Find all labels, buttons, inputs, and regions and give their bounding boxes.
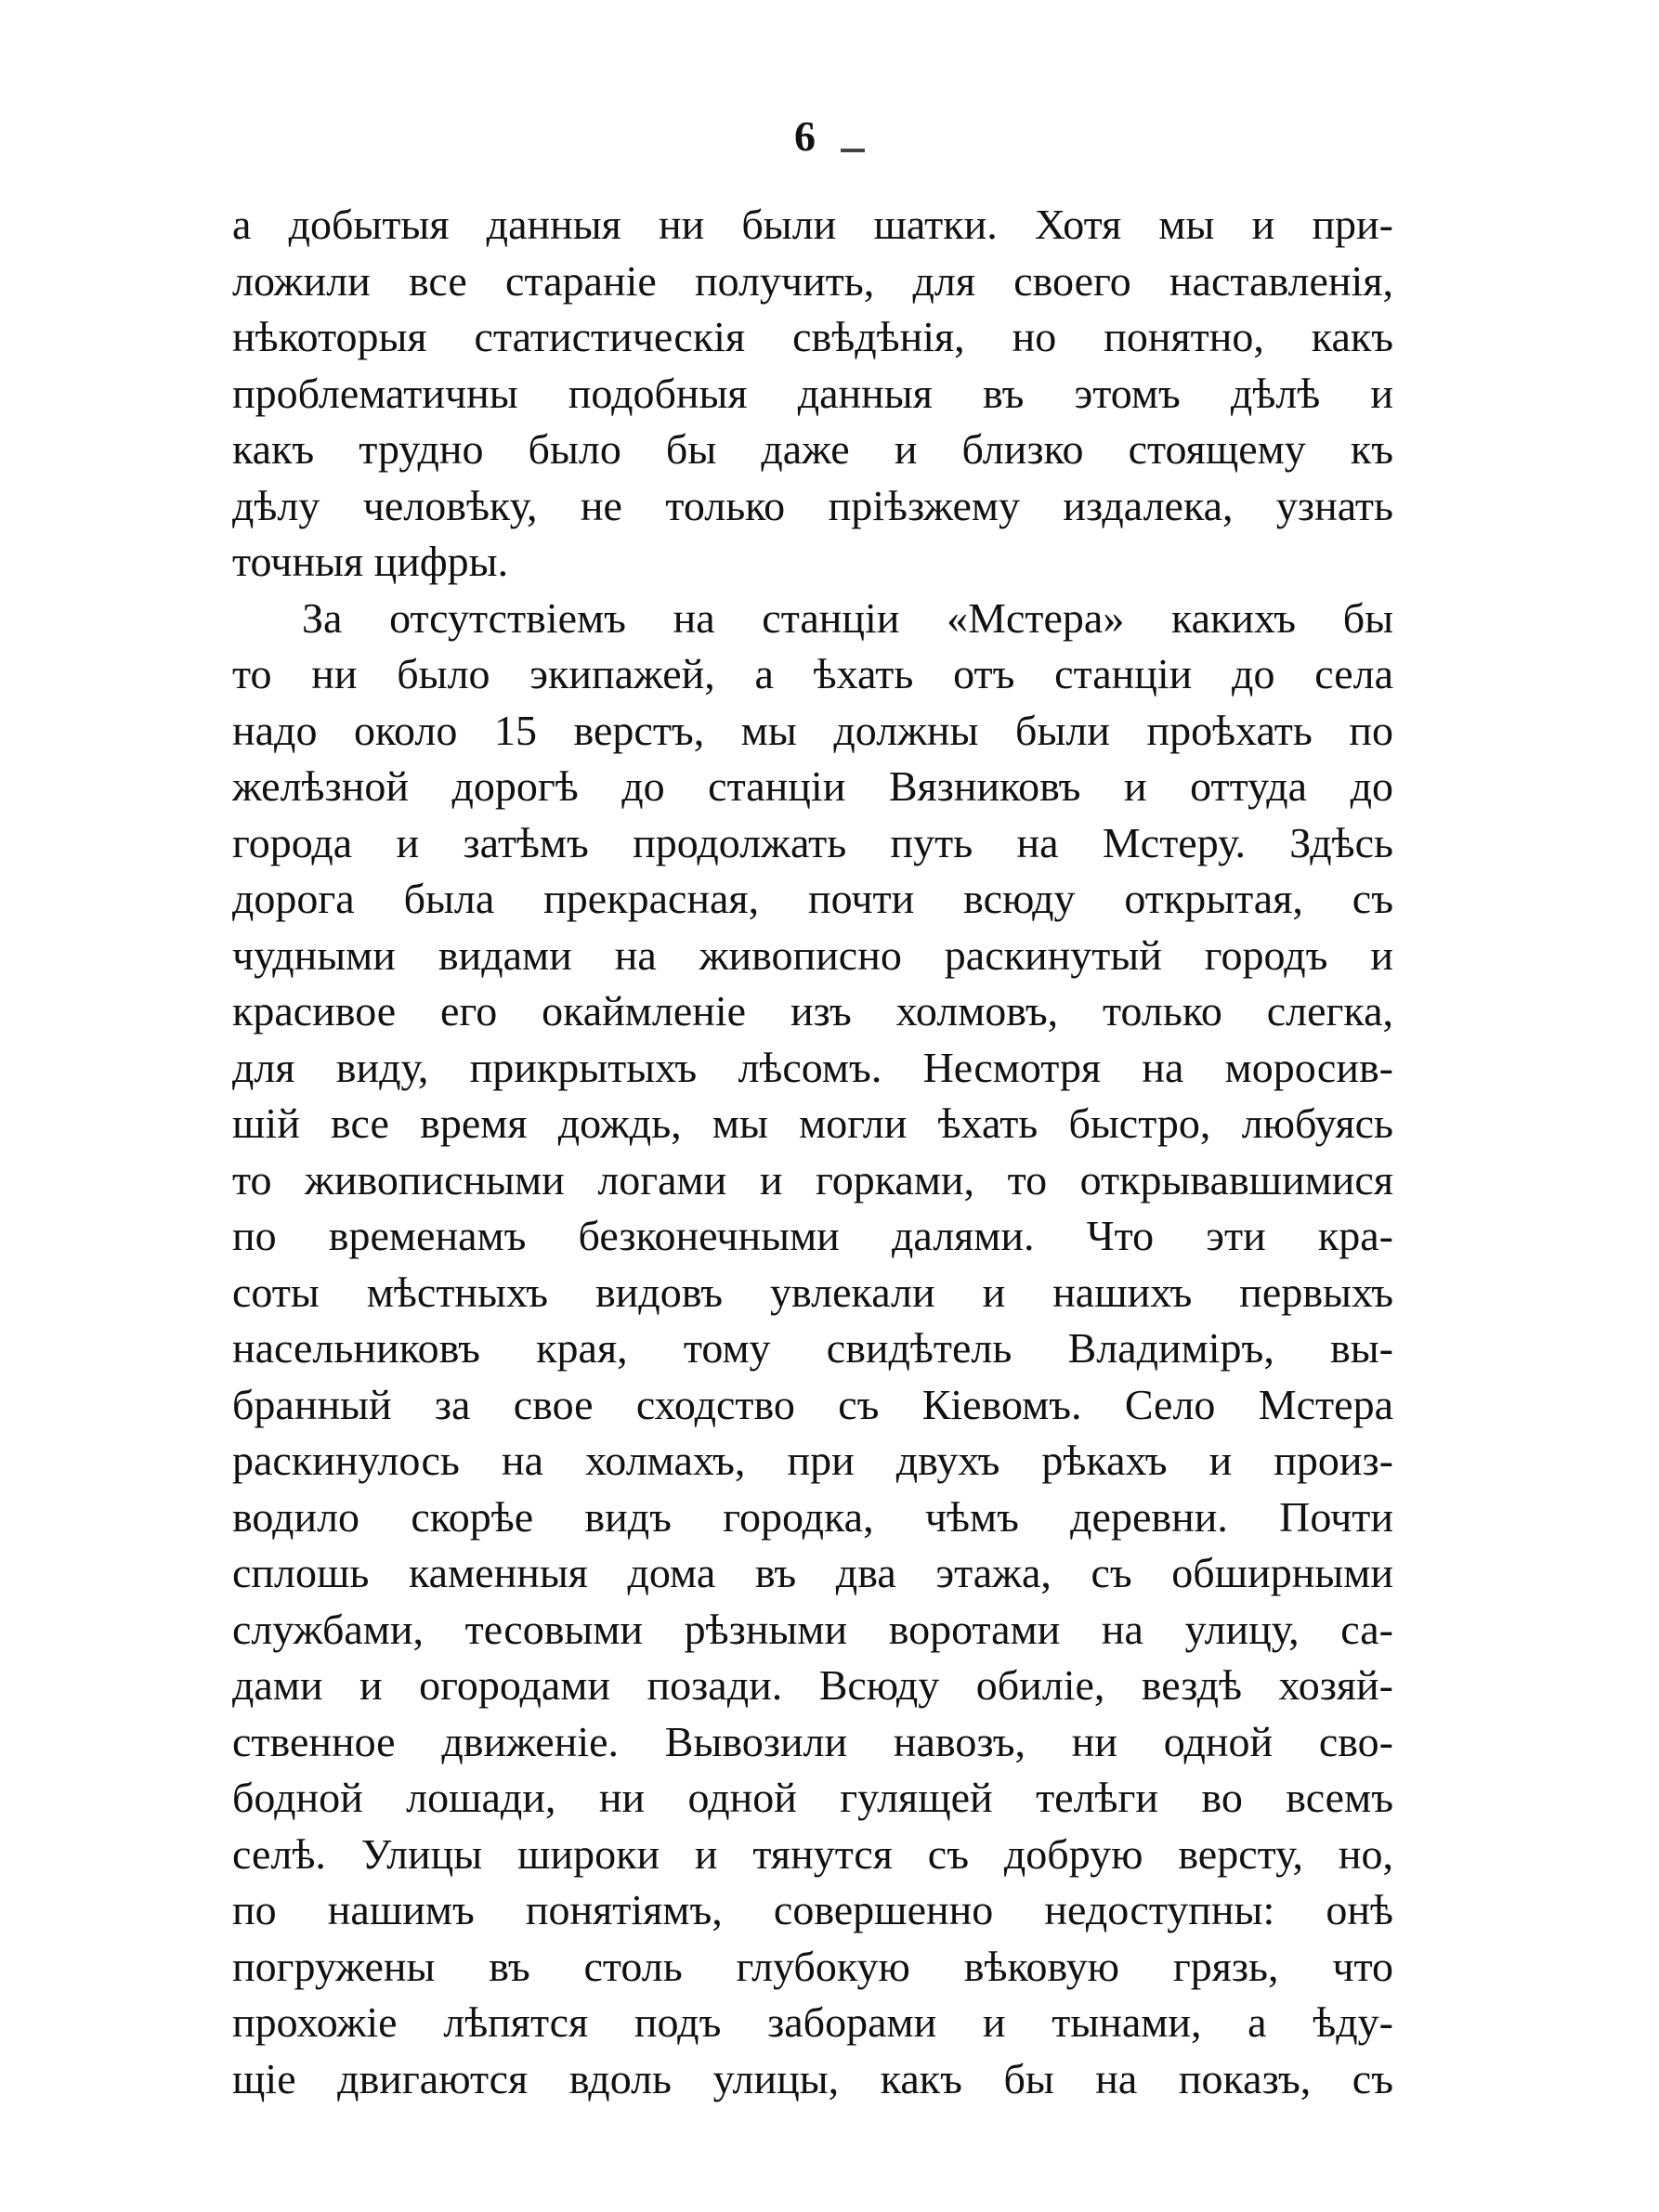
text-line: бранный за свое сходство съ Кіевомъ. Село Мстера (232, 1380, 1393, 1428)
text-line: чудными видами на живописно раскинутый городъ и (232, 930, 1393, 979)
text-line: шій все время дождь, мы могли ѣхать быстро, любуясь (232, 1099, 1393, 1147)
text-line: то ни было экипажей, а ѣхать отъ станціи до села (232, 650, 1393, 697)
text-line: надо около 15 верстъ, мы должны были проѣхать по (232, 706, 1393, 754)
text-line: то живописными логами и горками, то открывавшимися (232, 1155, 1393, 1204)
text-line: соты мѣстныхъ видовъ увлекали и нашихъ первыхъ (232, 1268, 1393, 1316)
page-number: 6 (794, 112, 816, 160)
text-line: точныя цифры. (232, 538, 509, 585)
text-line: селѣ. Улицы широки и тянутся съ добрую версту, но, (232, 1829, 1393, 1878)
text-line: дорога была прекрасная, почти всюду открытая, съ (232, 875, 1393, 922)
text-line: дѣлу человѣку, не только пріѣзжему издалека, узнать (232, 481, 1393, 529)
text-line: какъ трудно было бы даже и близко стоящему къ (232, 425, 1393, 473)
text-line: щіе двигаются вдоль улицы, какъ бы на показъ, съ (232, 2054, 1393, 2102)
text-line: сплошь каменныя дома въ два этажа, съ обширными (232, 1549, 1393, 1596)
text-line: погружены въ столь глубокую вѣковую грязь, что (232, 1942, 1393, 1990)
text-line: проблематичны подобныя данныя въ этомъ дѣлѣ и (232, 369, 1393, 417)
text-line: службами, тесовыми рѣзными воротами на улицу, са- (232, 1605, 1393, 1653)
text-line: ложили все стараніе получить, для своего наставленія, (232, 256, 1393, 305)
text-line: ственное движеніе. Вывозили навозъ, ни одной сво- (232, 1717, 1393, 1765)
text-line: по временамъ безконечными далями. Что эти кра- (232, 1212, 1393, 1259)
text-line: нѣкоторыя статистическія свѣдѣнія, но понятно, какъ (232, 313, 1393, 360)
text-line: водило скорѣе видъ городка, чѣмъ деревни. Почти (232, 1492, 1393, 1541)
text-line: по нашимъ понятіямъ, совершенно недоступны: онѣ (232, 1886, 1393, 1933)
paragraph-first-line: За отсутствіемъ на станціи «Мстера» какихъ бы (302, 593, 1393, 642)
text-line: дами и огородами позади. Всюду обиліе, вездѣ хозяй- (232, 1661, 1393, 1709)
text-line: бодной лошади, ни одной гулящей телѣги во всемъ (232, 1774, 1393, 1821)
text-line: прохожіе лѣпятся подъ заборами и тынами, а ѣду- (232, 1998, 1393, 2046)
body-text (232, 197, 1393, 2107)
text-line: для виду, прикрытыхъ лѣсомъ. Несмотря на моросив- (232, 1043, 1393, 1091)
text-line: города и затѣмъ продолжать путь на Мстеру. Здѣсь (232, 818, 1393, 866)
page-number-dash (841, 149, 865, 152)
text-line: насельниковъ края, тому свидѣтель Владиміръ, вы- (232, 1324, 1393, 1372)
text-line: красивое его окаймленіе изъ холмовъ, только слегка, (232, 987, 1393, 1034)
text-line: желѣзной дорогѣ до станціи Вязниковъ и оттуда до (232, 762, 1393, 810)
text-line: а добытыя данныя ни были шатки. Хотя мы и при- (232, 201, 1393, 248)
text-line: раскинулось на холмахъ, при двухъ рѣкахъ и произ- (232, 1437, 1393, 1484)
